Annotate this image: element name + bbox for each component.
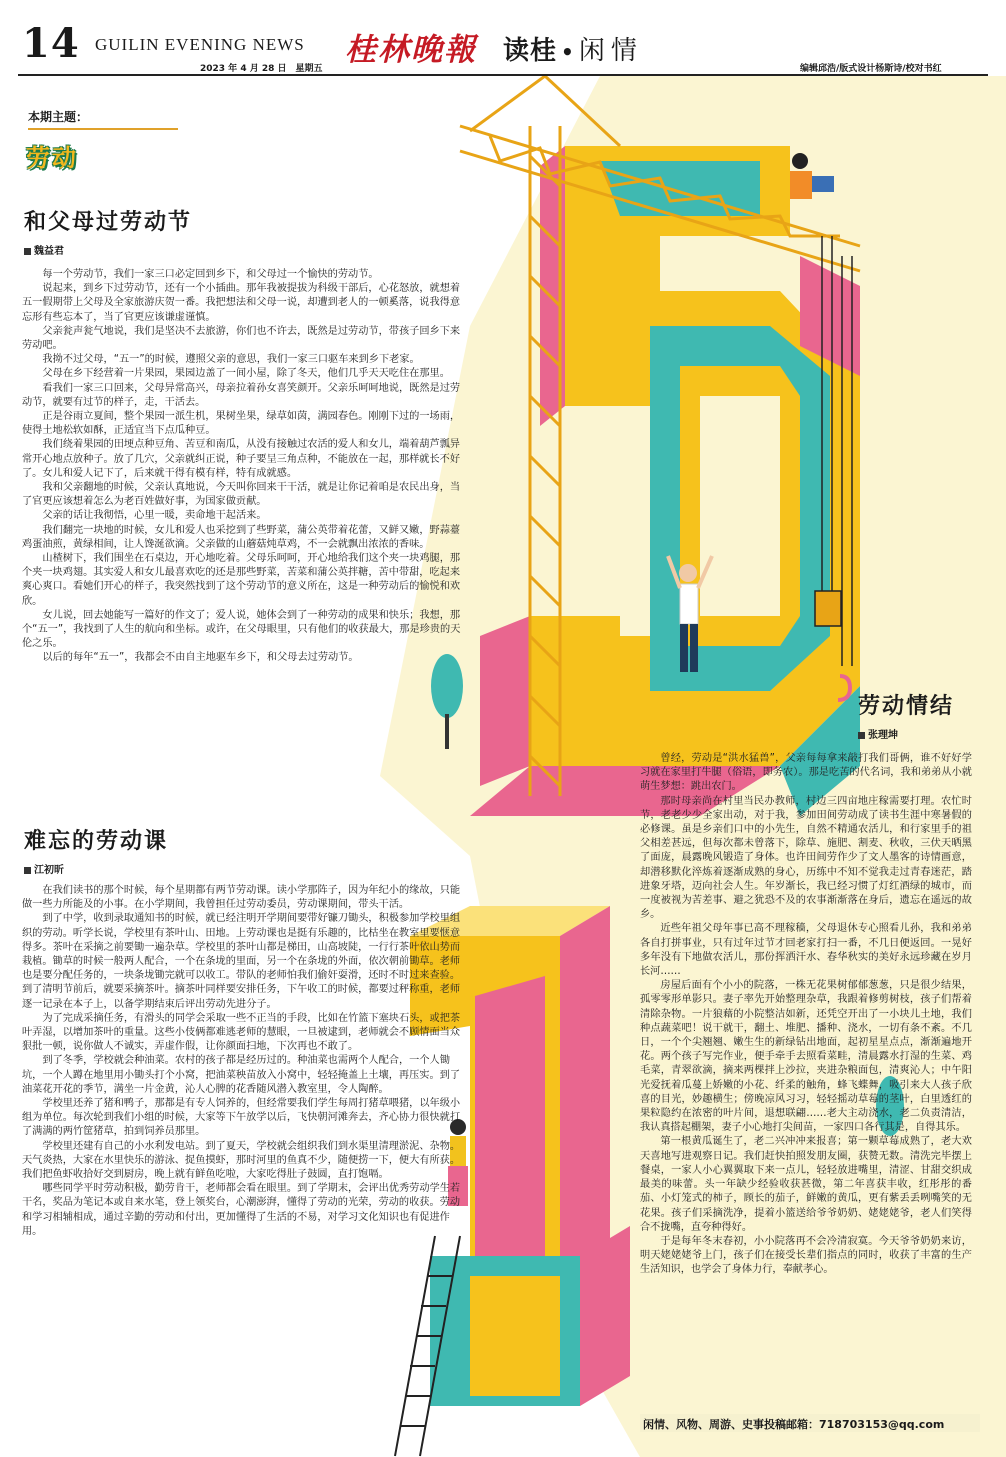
article-1-body bbox=[22, 268, 462, 666]
paragraph: 女儿说，回去她能写一篇好的作文了；爱人说，她体会到了一种劳动的成果和快乐；我想，那个“五一”，我找到了人生的航向和坐标。或许，在父母眼里，只有他们的收获最大，那是珍贵的天伦之乐。 bbox=[22, 609, 461, 650]
paragraph: 近些年祖父母年事已高不理稼穑，父母退休专心照看儿孙，我和弟弟各自打拼事业，只有过年过节才回老家打扫一番，不几日便返回。一晃好多年没有下地做农活儿，那份挥洒汗水、春华秋实的美好永远珍藏在岁月长河…… bbox=[640, 923, 972, 978]
article-3-byline bbox=[858, 726, 898, 741]
byline-square-icon bbox=[24, 248, 31, 255]
paragraph: 我拗不过父母，“五一”的时候，遵照父亲的意思，我们一家三口驱车来到乡下老家。 bbox=[42, 354, 420, 366]
paragraph: 学校里还建有自己的小水利发电站。到了夏天，学校就会组织我们到水渠里清理淤泥、杂物。天气炎热，大家在水里快乐的游泳、捉鱼摸虾，那时河里的鱼真不少，随便捞一下，便大有所获。我们把鱼虾收拾好交到厨房，晚上就有鲜鱼吃啦，大家吃得肚子鼓圆，直打饱嗝。 bbox=[22, 1140, 461, 1181]
issue-date: 2023 年 4 月 28 日 星期五 bbox=[200, 64, 323, 74]
paragraph: 房屋后面有个小小的院落，一株无花果树郁郁葱葱，只是很少结果，孤零零形单影只。妻子率先开始整理杂草，我跟着修剪树枝，孩子们帮着清除杂物。一片狼藉的小院整洁如新，还凭空开出了一小块儿土地，我们种点蔬菜吧！说干就干，翻土、堆肥、播种、浇水，一切有条不紊。不几日，一个个尖翘翘、嫩生生的新绿钻出地面，起初星星点点，渐渐遍地开花。两个孩子写完作业，便手牵手去照看菜畦，清晨露水打湿的生菜、鸡毛菜，青翠欲滴，摘来两棵拌上沙拉，夹进杂粮面包，清爽沁人；中午阳光爱抚着瓜蔓上娇嫩的小花、纤柔的触角，蜂飞蝶舞，吸引来大人孩子欣喜的目光，妙趣横生；傍晚凉风习习，轻轻摇动草莓的茎叶，白里透红的果粒隐约在浓密的叶片间，退想联翩……老大主动浇水，老二负责清洁，我认真搭起棚架，妻子小心地打尖间苗，一家四口各行其是，自得其乐。 bbox=[640, 980, 972, 1134]
paragraph: 父亲瓮声瓮气地说，我们是坚决不去旅游，你们也不许去，既然是过劳动节，带孩子回乡下来劳动吧。 bbox=[22, 325, 461, 352]
page-number: 14 bbox=[22, 20, 80, 67]
paragraph: 父亲的话让我彻悟，心里一暖，卖命地干起活来。 bbox=[42, 510, 267, 522]
section-name: 读桂 bbox=[503, 36, 558, 66]
byline-square-icon bbox=[24, 867, 31, 874]
submission-email: 闲情、风物、周游、史事投稿邮箱：718703153@qq.com bbox=[643, 1418, 945, 1431]
article-3-body bbox=[640, 752, 972, 1278]
paragraph: 以后的每年“五一”，我都会不由自主地驱车乡下，和父母去过劳动节。 bbox=[42, 652, 359, 664]
paragraph: 看我们一家三口回来，父母异常高兴，母亲拉着孙女喜笑颜开。父亲乐呵呵地说，既然是过劳动节，就要有过节的样子，走，干活去。 bbox=[22, 382, 461, 408]
theme-label: 本期主题： bbox=[28, 110, 89, 124]
article-3-title: 劳动情结 bbox=[858, 693, 955, 719]
paragraph: 那时母亲尚在村里当民办教师，村边三四亩地庄稼需要打理。农忙时节，老老少少全家出动，对于我，参加田间劳动成了读书生涯中寒暑假的必修课。虽是乡亲们口中的小先生，自然不精通农活儿，和行家里手的祖父相差甚远，但每次都未曾落下，除草、施肥、割麦、秋收，三伏天晒黑了面庞，晨露晚风锻造了身体。也许田间劳作少了文人墨客的诗情画意，却潜移默化淬炼着逐渐成熟的身心，历练中不知不觉我走过青春迷茫，踏进象牙塔，迈向社会人生。年岁渐长，我已经习惯了灯红酒绿的城市，而一度被视为苦差事、避之犹恐不及的农事渐渐落在身后，遗忘在遥远的故乡。 bbox=[640, 795, 972, 921]
article-2-author: 江初昕 bbox=[34, 865, 64, 876]
article-1-title: 和父母过劳动节 bbox=[24, 209, 193, 235]
paragraph: 于是每年冬末春初，小小院落再不会冷清寂寞。今天爷爷奶奶来访，明天姥姥姥爷上门，孩子们在接受长辈们指点的同时，收获了丰富的生产生活知识，也学会了身体力行，奉献孝心。 bbox=[640, 1235, 972, 1276]
paragraph: 到了中学，收到录取通知书的时候，就已经注明开学期间要带好镰刀锄头，积极参加学校里组织的劳动。听学长说，学校里有茶叶山、田地。上劳动课也是挺有乐趣的，比枯坐在教室里要惬意得多。茶叶在采摘之前要锄一遍杂草。学校里的茶叶山都是梯田，山高坡陡，一行行茶叶依山势而栽植。锄草的时候一般两人配合，一个在条垅的里面，另一个在条垅的外面，依次朝前锄草。老师也是要分配任务的，一块条垅锄完就可以收工。带队的老师怕我们偷奸耍滑，还时不时过来查验。到了清明节前后，就要采摘茶叶。摘茶叶同样要安排任务，下午收工的时候，都要过秤称重，老师逐一记录在本子上，以备学期结束后评出劳动先进分子。 bbox=[22, 913, 461, 1010]
paragraph: 第一根黄瓜诞生了，老二兴冲冲来报喜；第一颗草莓成熟了，老大欢天喜地写进观察日记。我们赶快拍照发朋友圈，获赞无数。清洗完毕摆上餐桌，一家人小心翼翼取下来一点儿，轻轻放进嘴里，清涩、甘甜交织成最美的味蕾。头一年缺少经验收获甚微，第二年喜获丰收，红彤彤的番茄、小灯笼式的柿子，顾长的茄子，鲜嫩的黄瓜，更有紫丢丢咧嘴笑的无花果。孩子们采摘洗净，提着小篮送给爷爷奶奶、姥姥姥爷，老人们笑得合不拢嘴，直夸种得好。 bbox=[640, 1136, 972, 1233]
paragraph: 我们绕着果园的田埂点种豆角、苦豆和南瓜，从没有接触过农活的爱人和女儿，端着葫芦瓢异常开心地点放种子。放了几穴，父亲就纠正说，种子要呈三角点种，不能放在一起，那样就长不好了。女儿和爱人记下了，后来就干得有模有样，特有成就感。 bbox=[22, 439, 461, 479]
paragraph: 我们翻完一块地的时候，女儿和爱人也采挖到了些野菜，蒲公英带着花蕾，又鲜又嫩，野蒜薹鸡蛋油煎，黄绿相间，让人馋涎欲滴。父亲做的山蘑菇炖草鸡，不一会就飘出浓浓的香味。 bbox=[22, 524, 461, 550]
section-title bbox=[503, 30, 643, 67]
article-1-author: 魏益君 bbox=[34, 246, 64, 257]
paragraph: 学校里还养了猪和鸭子，那都是有专人饲养的，但经常要我们学生每周打猪草喂猪，以年级小组为单位。每次轮到我们小组的时候，大家等下午放学以后，飞快朝河滩奔去，齐心协力很快就打了满满的两竹筐猪草，拍到饲养员那里。 bbox=[22, 1098, 461, 1138]
header-divider bbox=[18, 74, 988, 76]
paper-name-en: GUILIN EVENING NEWS bbox=[95, 35, 305, 54]
paragraph: 在我们读书的那个时候，每个星期都有两节劳动课。读小学那阵子，因为年纪小的缘故，只能做一些力所能及的小事。在小学期间，我曾担任过劳动委员，劳动课期间，带头干活。 bbox=[22, 885, 461, 911]
section-dot: • bbox=[561, 40, 575, 64]
theme-word: 劳动 bbox=[26, 144, 78, 172]
paragraph: 哪些同学平时劳动积极，勤劳肯干，老师都会看在眼里。到了学期末，会评出优秀劳动学生若干名，奖品为笔记本或自来水笔，登上领奖台，心潮澎湃，懂得了劳动的光荣，劳动的收获。劳动和学习相辅相成，通过辛勤的劳动和付出，更加懂得了生活的不易，对学习文化知识也有促进作用。 bbox=[22, 1183, 461, 1237]
article-1-byline bbox=[24, 242, 64, 257]
paragraph: 到了冬季，学校就会种油菜。农村的孩子都是经历过的。种油菜也需两个人配合，一个人锄坑，一个人蹲在地里用小锄头打个小窝，把油菜秧苗放入小窝中，轻轻掩盖上土壤，再压实。到了油菜花开花的季节，满坐一片金黄，沁人心脾的花香随风潜入教室里，令人陶醉。 bbox=[22, 1055, 461, 1095]
paragraph: 我和父亲翻地的时候，父亲认真地说，今天叫你回来干干活，就是让你记着咱是农民出身，当了官更应该想着怎么为老百姓做好事，为国家做贡献。 bbox=[22, 482, 461, 508]
masthead bbox=[0, 0, 1006, 76]
paper-logo: 桂林晚報 bbox=[345, 32, 477, 68]
paragraph: 山楂树下，我们围坐在石桌边，开心地吃着。父母乐呵呵，开心地给我们这个夹一块鸡腿，那个夹一块鸡翅。其实爱人和女儿最喜欢吃的还是那些野菜，苦菜和蒲公英拌糖，苦中带甜，吃起来爽心爽口。看她们开心的样子，我突然找到了这个劳动节的意义所在，这是一种劳动后的愉悦和欢欣。 bbox=[22, 553, 461, 607]
theme-underline bbox=[28, 128, 178, 130]
article-3-author: 张理坤 bbox=[868, 730, 898, 741]
paragraph: 父母在乡下经营着一片果园，果园边盖了一间小屋，除了冬天，他们几乎天天吃住在那里。 bbox=[42, 368, 450, 380]
paragraph: 正是谷雨立夏间，整个果园一派生机，果树坐果，绿草如茵，满园春色。刚刚下过的一场雨，使得土地松软如酥，正适宜当下点瓜种豆。 bbox=[22, 411, 461, 437]
editor-credits: 编辑邱浩/版式设计杨斯诗/校对书红 bbox=[800, 64, 942, 74]
article-2-title: 难忘的劳动课 bbox=[24, 828, 169, 854]
byline-square-icon bbox=[858, 732, 865, 739]
article-2-byline bbox=[24, 861, 64, 876]
paragraph: 为了完成采摘任务，有滑头的同学会采取一些不正当的手段，比如在竹篮下塞块石头，或把茶叶弄湿，以增加茶叶的重量。这些小伎俩都难逃老师的慧眼，一旦被逮到，老师就会不顾情面当众狠批一顿，说你做人不诚实，弄虚作假，让你颜面扫地，下次再也不敢了。 bbox=[22, 1012, 461, 1053]
article-2-body bbox=[22, 884, 467, 1239]
paragraph: 每一个劳动节，我们一家三口必定回到乡下，和父母过一个愉快的劳动节。 bbox=[42, 269, 379, 280]
section-subname: 闲情 bbox=[578, 36, 643, 66]
paragraph: 说起来，到乡下过劳动节，还有一个小插曲。那年我被提拔为科级干部后，心花怒放，就想着五一假期带上父母及全家旅游庆贺一番。我把想法和父母一说，却遭到老人的一顿奚落，说我得意忘形有些忘本了，当了官更应该谦虚谨慎。 bbox=[22, 283, 461, 323]
paragraph: 曾经，劳动是“洪水猛兽”，父亲每每拿来敲打我们哥俩，谁不好好学习就在家里打牛腿（俗语，即务农）。那是吃苦的代名词，我和弟弟从小就萌生梦想：跳出农门。 bbox=[640, 753, 972, 793]
